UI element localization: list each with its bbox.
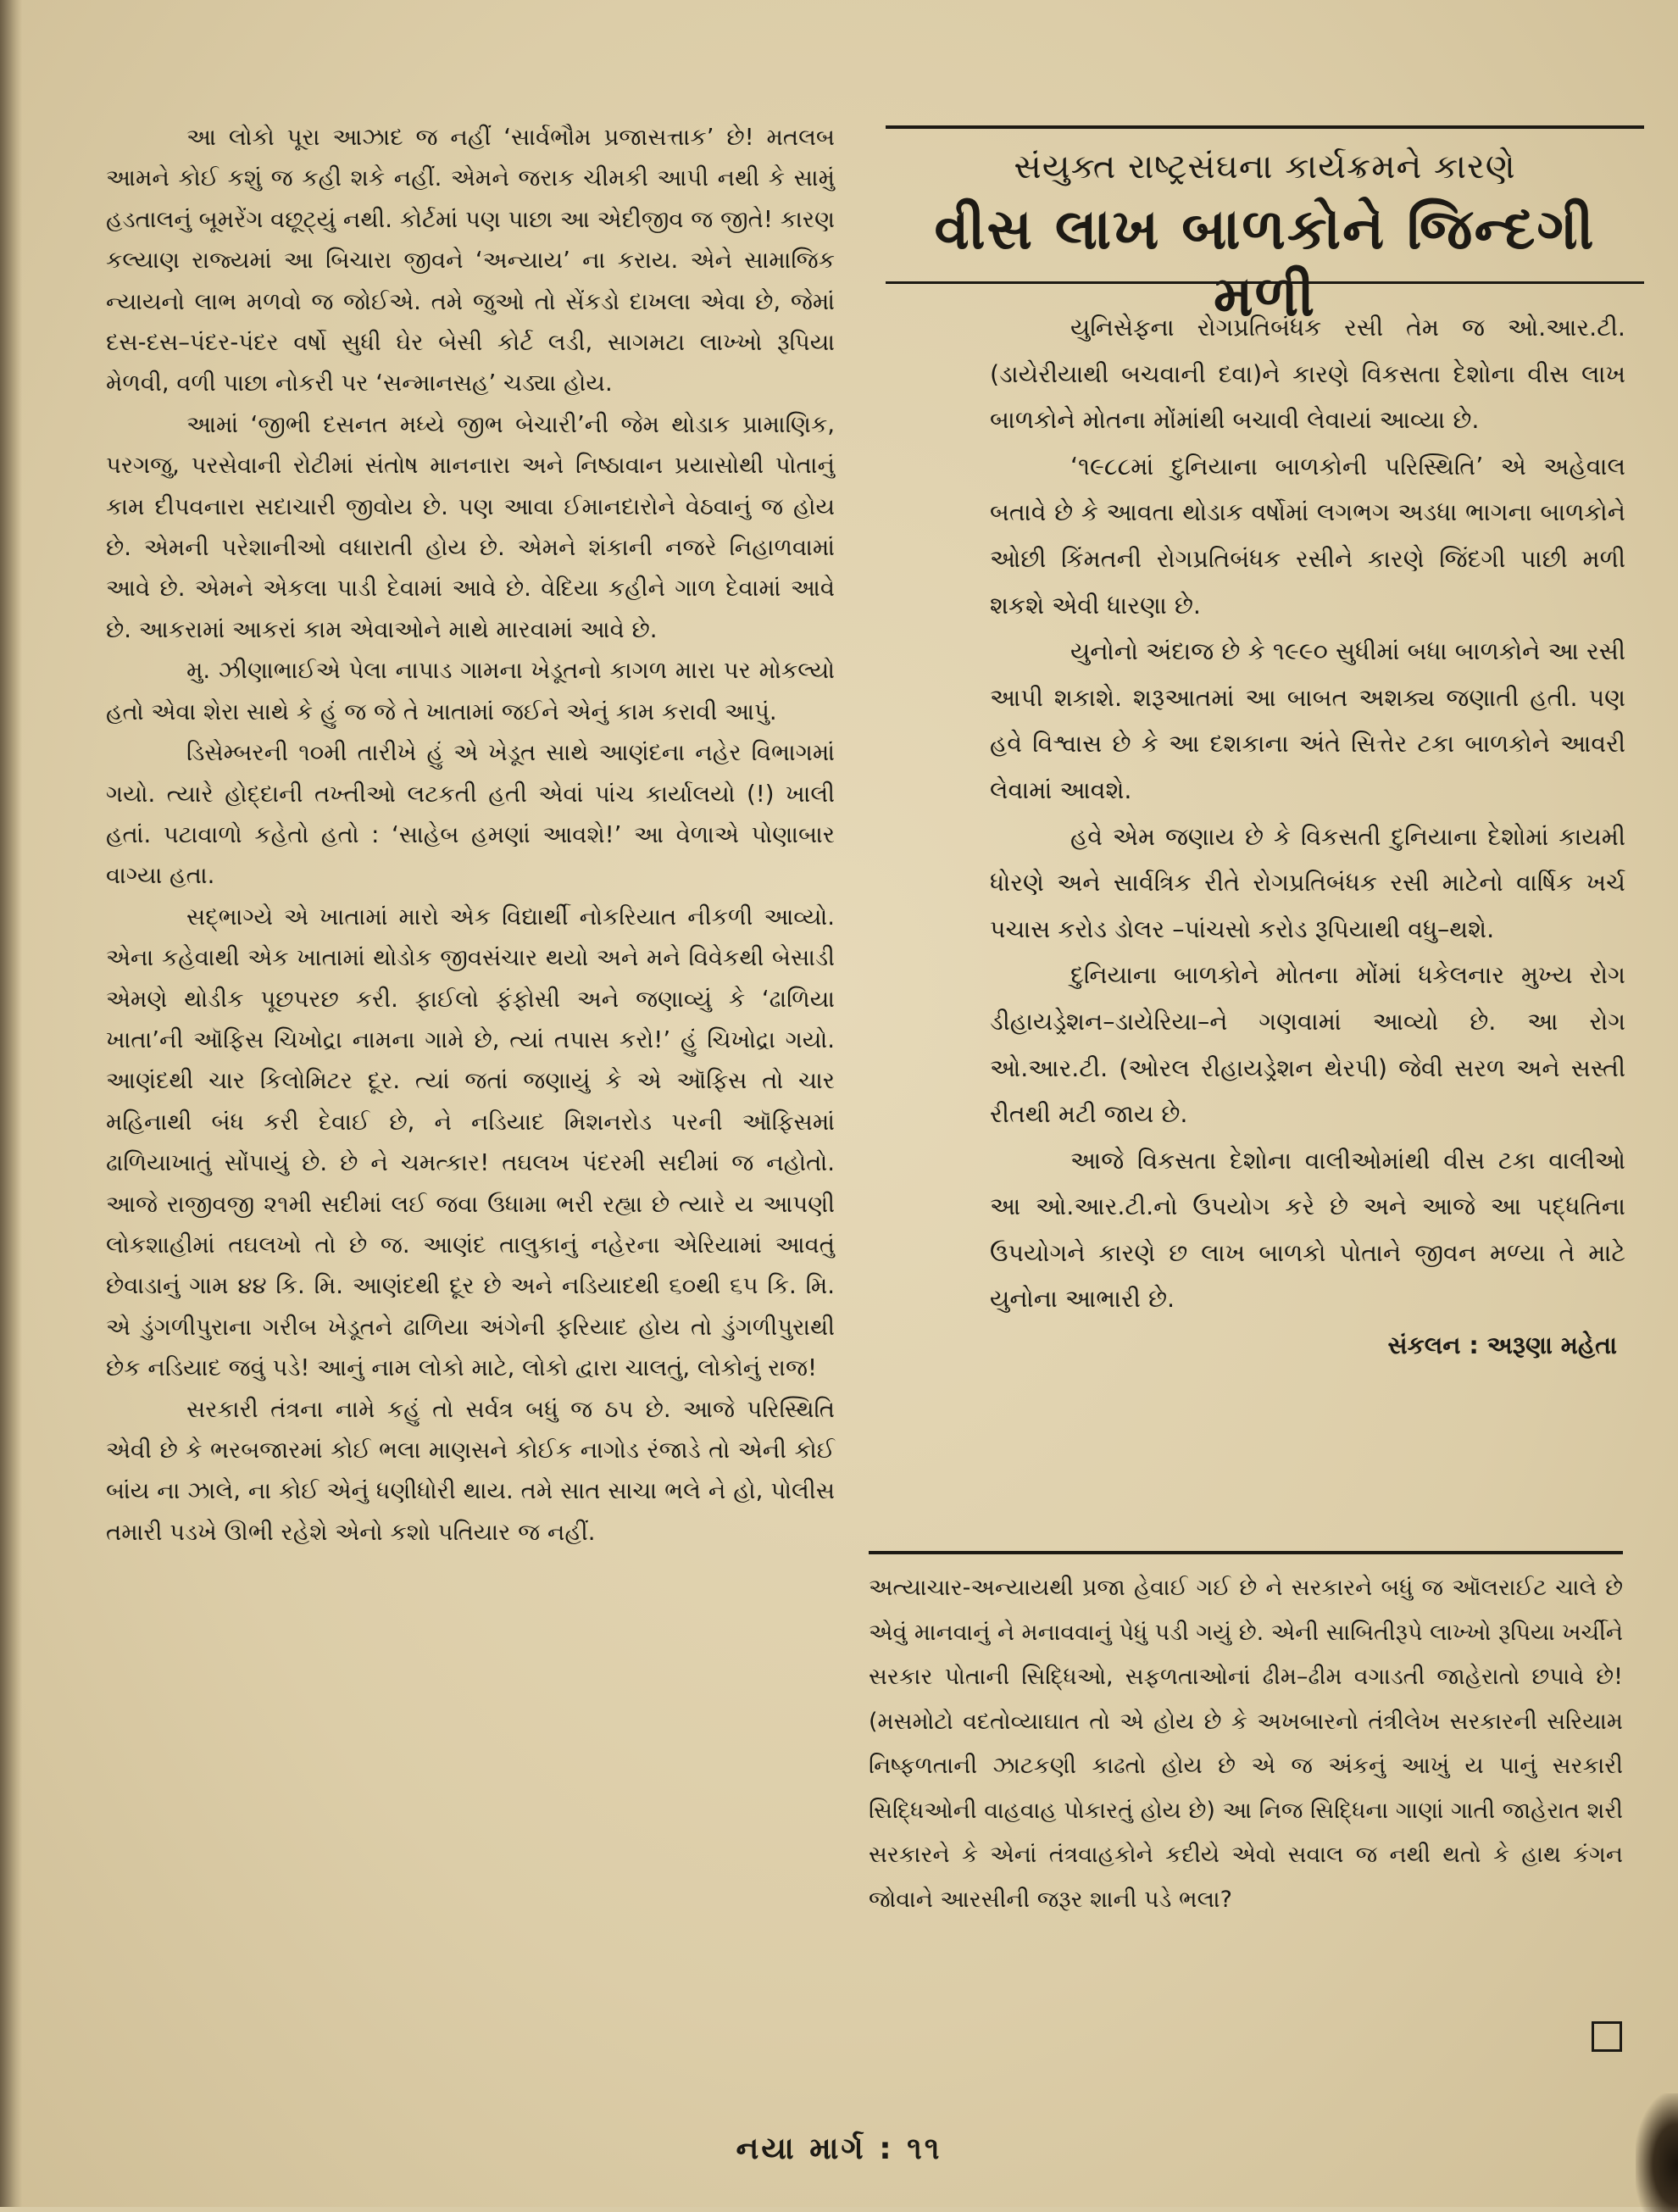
left-paragraph: ડિસેમ્બરની ૧૦મી તારીખે હું એ ખેડૂત સાથે આણંદના નહેર વિભાગમાં ગયો. ત્યારે હોદ્દાની તખ્તીઓ લટકતી હતી એવાં પાંચ કાર્યાલયો (!) ખાલી હતાં. પટાવાળો કહેતો હતો : ‘સાહેબ હમણાં આવશે!’ આ વેળાએ પોણાબાર વાગ્યા હતા. bbox=[106, 739, 835, 890]
editorial-note-text: અત્યાચાર-અન્યાયથી પ્રજા હેવાઈ ગઈ છે ને સરકારને બધું જ ઑલરાઈટ ચાલે છે એવું માનવાનું ને મનાવવાનું પેધું પડી ગયું છે. એની સાબિતીરૂપે લાખ્ખો રૂપિયા ખર્ચીને સરકાર પોતાની સિદ્ધિઓ, સફળતાઓનાં ઢીમ–ઢીમ વગાડતી જાહેરાતો છપાવે છે! (મસમોટો વદતોવ્યાઘાત તો એ હોય છે કે અખબારનો તંત્રીલેખ સરકારની સરિયામ નિષ્ફળતાની ઝાટકણી કાઢતો હોય છે એ જ અંકનું આખું ય પાનું સરકારી સિદ્ધિઓની વાહવાહ પોકારતું હોય છે) આ નિજ સિદ્ધિના ગાણાં ગાતી જાહેરાત શરી સરકારને કે એનાં તંત્રવાહકોને કદીયે એવો સવાલ જ નથી થતો કે હાથ કંગન જોવાને આરસીની જરૂર શાની પડે ભલા? bbox=[869, 1575, 1623, 1913]
left-paragraph: મુ. ઝીણાભાઈએ પેલા નાપાડ ગામના ખેડૂતનો કાગળ મારા પર મોકલ્યો હતો એવા શેરા સાથે કે હું જ જે તે ખાતામાં જઈને એનું કામ કરાવી આપું. bbox=[106, 657, 835, 725]
headline-title: વીસ લાખ બાળકોને જિન્દગી મળી bbox=[934, 197, 1596, 329]
ink-smudge bbox=[1636, 2093, 1678, 2212]
left-paragraph: આમાં ‘જીભી દસનત મધ્યે જીભ બેચારી’ની જેમ થોડાક પ્રામાણિક, પરગજુ, પરસેવાની રોટીમાં સંતોષ માનનારા અને નિષ્ઠાવાન પ્રયાસોથી પોતાનું કામ દીપવનારા સદાચારી જીવોય છે. પણ આવા ઈમાનદારોને વેઠવાનું જ હોય છે. એમની પરેશાનીઓ વધારાતી હોય છે. એમને શંકાની નજરે નિહાળવામાં આવે છે. એમને એકલા પાડી દેવામાં આવે છે. વેદિયા કહીને ગાળ દેવામાં આવે છે. આકરામાં આકરાં કામ એવાઓને માથે મારવામાં આવે છે. bbox=[106, 410, 835, 643]
compiler-credit: સંકલન : અરૂણા મહેતા bbox=[1387, 1331, 1617, 1360]
right-paragraph: યુનિસેફના રોગપ્રતિબંધક રસી તેમ જ ઓ.આર.ટી. (ડાયેરીયાથી બચવાની દવા)ને કારણે વિકસતા દેશોના વીસ લાખ બાળકોને મોતના મોંમાંથી બચાવી લેવાયાં આવ્યા છે. bbox=[990, 314, 1625, 435]
editorial-note-box bbox=[869, 1551, 1623, 2075]
page-edge-shadow bbox=[0, 0, 22, 2207]
left-paragraph: સરકારી તંત્રના નામે કહું તો સર્વત્ર બધું જ ઠપ છે. આજે પરિસ્થિતિ એવી છે કે ભરબજારમાં કોઈ ભલા માણસને કોઈક નાગોડ રંજાડે તો એની કોઈ બાંય ના ઝાલે, ના કોઈ એનું ધણીધોરી થાય. તમે સાત સાચા ભલે ને હો, પોલીસ તમારી પડખે ઊભી રહેશે એનો કશો પતિયાર જ નહીં. bbox=[106, 1395, 835, 1546]
left-paragraph: સદ્ભાગ્યે એ ખાતામાં મારો એક વિદ્યાર્થી નોકરિયાત નીકળી આવ્યો. એના કહેવાથી એક ખાતામાં થોડોક જીવસંચાર થયો અને મને વિવેકથી બેસાડી એમણે થોડીક પૂછપરછ કરી. ફાઈલો ફંફોસી અને જણાવ્યું કે ‘ઢાળિયા ખાતા’ની ઑફિસ ચિખોદ્રા નામના ગામે છે, ત્યાં તપાસ કરો!’ હું ચિખોદ્રા ગયો. આણંદથી ચાર કિલોમિટર દૂર. ત્યાં જતાં જણાયું કે એ ઑફિસ તો ચાર મહિનાથી બંધ કરી દેવાઈ છે, ને નડિયાદ મિશનરોડ પરની ઑફિસમાં ઢાળિયાખાતું સોંપાયું છે. છે ને ચમત્કાર! તઘલખ પંદરમી સદીમાં જ નહોતો. આજે રાજીવજી ૨૧મી સદીમાં લઈ જવા ઉધામા ભરી રહ્યા છે ત્યારે ય આપણી લોકશાહીમાં તઘલખો તો છે જ. આણંદ તાલુકાનું નહેરના એરિયામાં આવતું છેવાડાનું ગામ ૪૪ કિ. મિ. આણંદથી દૂર છે અને નડિયાદથી ૬૦થી ૬૫ કિ. મિ. એ ડુંગળીપુરાના ગરીબ ખેડૂતને ઢાળિયા અંગેની ફરિયાદ હોય તો ડુંગળીપુરાથી છેક નડિયાદ જવું પડે! આનું નામ લોકો માટે, લોકો દ્વારા ચાલતું, લોકોનું રાજ! bbox=[106, 903, 835, 1382]
end-of-article-square-icon bbox=[1592, 2021, 1622, 2052]
left-paragraph: આ લોકો પૂરા આઝાદ જ નહીં ‘સાર્વભૌમ પ્રજાસત્તાક’ છે! મતલબ આમને કોઈ કશું જ કહી શકે નહીં. એમને જરાક ચીમકી આપી નથી કે સામું હડતાલનું બૂમરેંગ વછૂટ્યું નથી. કોર્ટમાં પણ પાછા આ એદીજીવ જ જીતે! કારણ કલ્યાણ રાજ્યમાં આ બિચારા જીવને ‘અન્યાય’ ના કરાય. એને સામાજિક ન્યાયનો લાભ મળવો જ જોઈએ. તમે જુઓ તો સેંકડો દાખલા એવા છે, જેમાં દસ-દસ–પંદર-પંદર વર્ષો સુધી ઘેર બેસી કોર્ટ લડી, સાગમટા લાખ્ખો રૂપિયા મેળવી, વળી પાછા નોકરી પર ‘સન્માનસહ’ ચડ્યા હોય. bbox=[106, 124, 836, 397]
right-paragraph: દુનિયાના બાળકોને મોતના મોંમાં ધકેલનાર મુખ્ય રોગ ડીહાયડ્રેશન–ડાયેરિયા–ને ગણવામાં આવ્યો છે. આ રોગ ઓ.આર.ટી. (ઓરલ રીહાયડ્રેશન થેરપી) જેવી સરળ અને સસ્તી રીતથી મટી જાય છે. bbox=[990, 961, 1625, 1129]
right-article-column bbox=[990, 305, 1625, 1370]
page-folio: નયા માર્ગ : ૧૧ bbox=[736, 2131, 942, 2166]
right-paragraph: યુનોનો અંદાજ છે કે ૧૯૯૦ સુધીમાં બધા બાળકોને આ રસી આપી શકાશે. શરૂઆતમાં આ બાબત અશક્ય જણાતી હતી. પણ હવે વિશ્વાસ છે કે આ દશકાના અંતે સિત્તેર ટકા બાળકોને આવરી લેવામાં આવશે. bbox=[990, 637, 1625, 804]
left-article-column bbox=[106, 117, 835, 1553]
right-paragraph: ‘૧૯૮૮માં દુનિયાના બાળકોની પરિસ્થિતિ’ એ અહેવાલ બતાવે છે કે આવતા થોડાક વર્ષોમાં લગભગ અડધા ભાગના બાળકોને ઓછી કિંમતની રોગપ્રતિબંધક રસીને કારણે જિંદગી પાછી મળી શકશે એવી ધારણા છે. bbox=[990, 452, 1625, 620]
boxed-headline bbox=[886, 125, 1644, 329]
headline-kicker: સંયુક્ત રાષ્ટ્રસંઘના કાર્યક્રમને કારણે bbox=[1014, 147, 1516, 186]
right-paragraph: હવે એમ જણાય છે કે વિકસતી દુનિયાના દેશોમાં કાયમી ધોરણે અને સાર્વત્રિક રીતે રોગપ્રતિબંધક રસી માટેનો વાર્ષિક ખર્ચ પચાસ કરોડ ડોલર –પાંચસો કરોડ રૂપિયાથી વધુ–થશે. bbox=[990, 822, 1625, 943]
right-paragraph: આજે વિકસતા દેશોના વાલીઓમાંથી વીસ ટકા વાલીઓ આ ઓ.આર.ટી.નો ઉપયોગ કરે છે અને આજે આ પદ્ધતિના ઉપયોગને કારણે છ લાખ બાળકો પોતાને જીવન મળ્યા તે માટે યુનોના આભારી છે. bbox=[990, 1146, 1625, 1314]
